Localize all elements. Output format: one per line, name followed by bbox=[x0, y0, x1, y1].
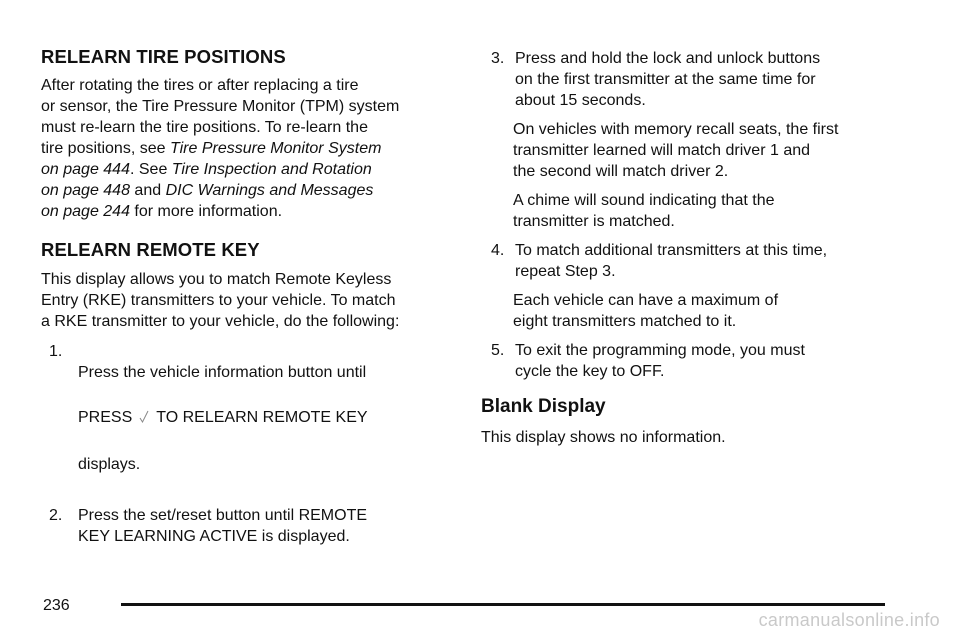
step-text bbox=[78, 341, 368, 496]
footer-rule bbox=[121, 603, 885, 606]
link-tpm-system[interactable]: Tire Pressure Monitor System on page 444 bbox=[41, 140, 382, 179]
step-2 bbox=[49, 505, 461, 547]
step-number: 2. bbox=[49, 506, 63, 524]
step-number: 5. bbox=[491, 342, 505, 359]
text-segment: for more information. bbox=[129, 203, 283, 221]
heading-relearn-tire-positions: RELEARN TIRE POSITIONS bbox=[41, 46, 286, 67]
watermark: carmanualsonline.info bbox=[758, 610, 940, 630]
step-text-post: TO RELEARN REMOTE KEY bbox=[156, 408, 368, 426]
paragraph-remote-key: This display allows you to match Remote Keyless Entry (RKE) transmitters to your vehicle. To match a RKE transmitter to your vehicle, do the following: bbox=[41, 270, 400, 330]
step-number: 4. bbox=[491, 242, 505, 259]
step-line: displays. bbox=[78, 455, 141, 473]
page-number: 236 bbox=[43, 597, 70, 614]
left-column bbox=[41, 46, 461, 547]
text-segment: . See bbox=[129, 161, 172, 179]
step-4 bbox=[491, 240, 921, 282]
step-text: Press the set/reset button until REMOTE KEY LEARNING ACTIVE is displayed. bbox=[78, 506, 368, 545]
text-segment: After rotating the tires or after replacing a tire or sensor, the Tire Pressure Monitor (TPM) system must re-learn the tire positions. To re-learn the tire positions, see bbox=[41, 77, 400, 158]
link-dic-warnings[interactable]: DIC Warnings and Messages on page 244 bbox=[41, 182, 374, 221]
checkmark-icon bbox=[139, 409, 149, 430]
step-line bbox=[78, 407, 368, 430]
step-number: 3. bbox=[491, 50, 505, 67]
step-line: Press the vehicle information button until bbox=[78, 363, 367, 381]
right-column bbox=[481, 46, 921, 448]
step-text: To exit the programming mode, you must cycle the key to OFF. bbox=[515, 342, 805, 380]
text-segment: and bbox=[129, 182, 166, 200]
link-tire-inspection[interactable]: Tire Inspection and Rotation on page 448 bbox=[41, 161, 372, 200]
step-3 bbox=[491, 48, 921, 111]
step-text: To match additional transmitters at this time, repeat Step 3. bbox=[515, 242, 828, 280]
step-text-pre: PRESS bbox=[78, 408, 133, 426]
step-5 bbox=[491, 340, 921, 382]
note-memory-seats: On vehicles with memory recall seats, the first transmitter learned will match driver 1 and the second will match driver 2. bbox=[513, 121, 839, 180]
step-text: Press and hold the lock and unlock buttons on the first transmitter at the same time for about 15 seconds. bbox=[515, 50, 821, 109]
note-max-transmitters: Each vehicle can have a maximum of eight transmitters matched to it. bbox=[513, 292, 779, 330]
heading-blank-display: Blank Display bbox=[481, 396, 606, 417]
paragraph-tire-positions bbox=[41, 75, 461, 222]
step-number: 1. bbox=[49, 342, 63, 360]
paragraph-blank-display: This display shows no information. bbox=[481, 428, 726, 446]
heading-relearn-remote-key: RELEARN REMOTE KEY bbox=[41, 239, 260, 261]
step-1 bbox=[49, 341, 461, 496]
note-chime: A chime will sound indicating that the transmitter is matched. bbox=[513, 192, 775, 230]
